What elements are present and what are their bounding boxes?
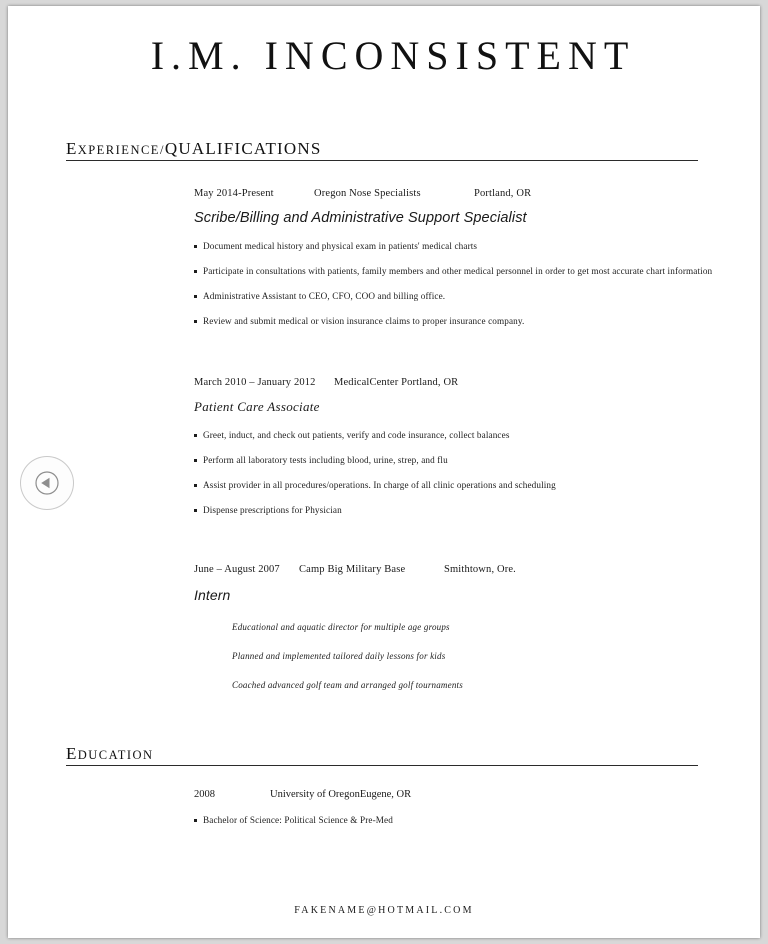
job-title: Scribe/Billing and Administrative Support Specialist	[194, 210, 527, 226]
education-year: 2008	[194, 789, 215, 801]
heading-dropcap: E	[66, 744, 78, 764]
list-item: Participate in consultations with patients, family members and other medical personnel in order to get most accurate chart information	[194, 266, 730, 277]
job-location: Portland, OR	[474, 188, 532, 199]
heading-smallcaps: XPERIENCE/	[77, 143, 165, 157]
list-item: Administrative Assistant to CEO, CFO, COO and billing office.	[194, 291, 730, 302]
job-organization: MedicalCenter Portland, OR	[334, 377, 459, 389]
job-title: Patient Care Associate	[194, 399, 320, 415]
list-item: Greet, induct, and check out patients, verify and code insurance, collect balances	[194, 430, 730, 441]
section-education	[8, 744, 698, 766]
heading-main: QUALIFICATIONS	[164, 139, 322, 158]
job-location: Smithtown, Ore.	[444, 564, 516, 576]
chevron-left-icon	[34, 470, 60, 496]
list-item: Educational and aquatic director for multiple age groups	[232, 622, 450, 633]
list-item: Document medical history and physical exam in patients' medical charts	[194, 241, 730, 252]
footer-email: FAKENAME@HOTMAIL.COM	[294, 905, 474, 916]
job-date: May 2014-Present	[194, 188, 274, 199]
list-item: Assist provider in all procedures/operations. In charge of all clinic operations and scheduling	[194, 480, 730, 491]
education-meta	[194, 789, 730, 800]
job-bullets	[194, 241, 730, 327]
job-entry	[194, 188, 730, 327]
experience-body	[8, 188, 760, 690]
job-meta	[194, 188, 730, 199]
education-school: University of OregonEugene, OR	[270, 789, 412, 801]
job-meta	[194, 564, 730, 575]
job-meta	[194, 377, 730, 388]
list-item: Planned and implemented tailored daily lessons for kids	[232, 651, 446, 662]
previous-button[interactable]	[20, 456, 74, 510]
job-title: Intern	[194, 587, 231, 604]
section-heading-experience	[66, 139, 698, 161]
job-organization: Oregon Nose Specialists	[314, 188, 421, 199]
job-entry	[194, 564, 730, 690]
job-bullets	[194, 430, 730, 516]
list-item: Perform all laboratory tests including blood, urine, strep, and flu	[194, 455, 730, 466]
page-title: I.M. INCONSISTENT	[150, 33, 636, 78]
heading-dropcap: E	[66, 139, 78, 158]
heading-main: DUCATION	[77, 748, 154, 763]
job-organization: Camp Big Military Base	[299, 564, 406, 576]
education-bullets	[194, 815, 730, 826]
job-sublines	[194, 622, 730, 690]
section-heading-education	[66, 744, 698, 766]
list-item: Review and submit medical or vision insurance claims to proper insurance company.	[194, 316, 730, 327]
education-body	[8, 789, 760, 826]
job-entry	[194, 377, 730, 516]
job-date: June – August 2007	[194, 564, 280, 576]
list-item: Dispense prescriptions for Physician	[194, 505, 730, 516]
section-experience	[8, 139, 698, 161]
list-item: Coached advanced golf team and arranged golf tournaments	[232, 680, 463, 691]
job-date: March 2010 – January 2012	[194, 377, 316, 389]
list-item: Bachelor of Science: Political Science & Pre-Med	[194, 815, 730, 826]
document-page	[8, 6, 760, 938]
